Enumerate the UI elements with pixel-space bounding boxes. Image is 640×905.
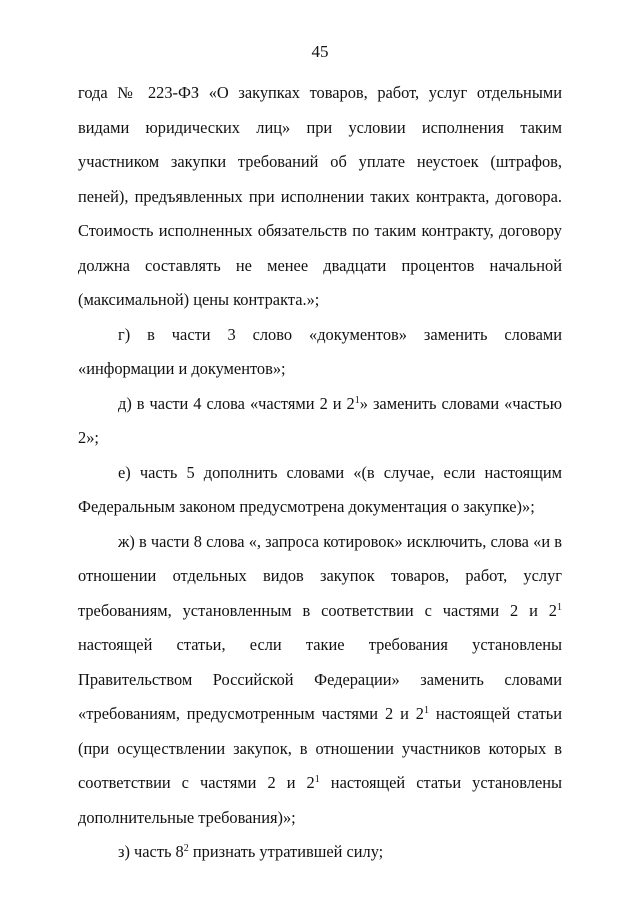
superscript: 1 [557,601,562,613]
paragraph-item-d [78,387,562,456]
document-body [78,76,562,870]
page-number: 45 [311,42,329,61]
text-segment: признать утратившей силу; [188,842,384,861]
text-segment: настоящей статьи, если такие требования установлены Правительством Российской Федерации» заменить словами «требованиям, предусмотренным частями 2 и 2 [78,635,562,723]
text-segment: настоящей статьи установлены дополнительные требования)»; [78,773,563,827]
text-segment: » заменить словами «частью 2»; [78,393,563,447]
paragraph-item-zh [78,525,562,836]
superscript: 1 [314,774,320,785]
text-segment: д) в части 4 слова «частями 2 и 2 [118,393,355,413]
paragraph-item-g: г) в части 3 слово «документов» заменить словами «информации и документов»; [78,324,562,378]
text-segment: настоящей статьи (при осуществлении закупок, в отношении участников которых в соответствии с частями 2 и 2 [78,704,563,792]
text-segment: ж) в части 8 слова «, запроса котировок» исключить, слова «и в отношении отдельных видов закупок товаров, работ, услуг требованиям, установленным в соответствии с частями 2 и 2 [78,531,562,620]
superscript: 1 [354,394,360,406]
superscript: 2 [183,843,189,854]
paragraph-item-e: е) часть 5 дополнить словами «(в случае, если настоящим Федеральным законом предусмотрена документация о закупке)»; [78,462,562,516]
text-segment: з) часть 8 [118,842,184,861]
superscript: 1 [423,705,429,716]
paragraph-continuation: года № 223-ФЗ «О закупках товаров, работ, услуг отдельными видами юридических лиц» при условии исполнения таким участником закупки требований об уплате неустоек (штрафов, пеней), предъявленных при исполнении таких контракта, договора. Стоимость исполненных обязательств по таким контракту, договору должна составлять не менее двадцати процентов начальной (максимальной) цены контракта.»; [78,83,562,309]
paragraph-item-z [78,835,562,870]
